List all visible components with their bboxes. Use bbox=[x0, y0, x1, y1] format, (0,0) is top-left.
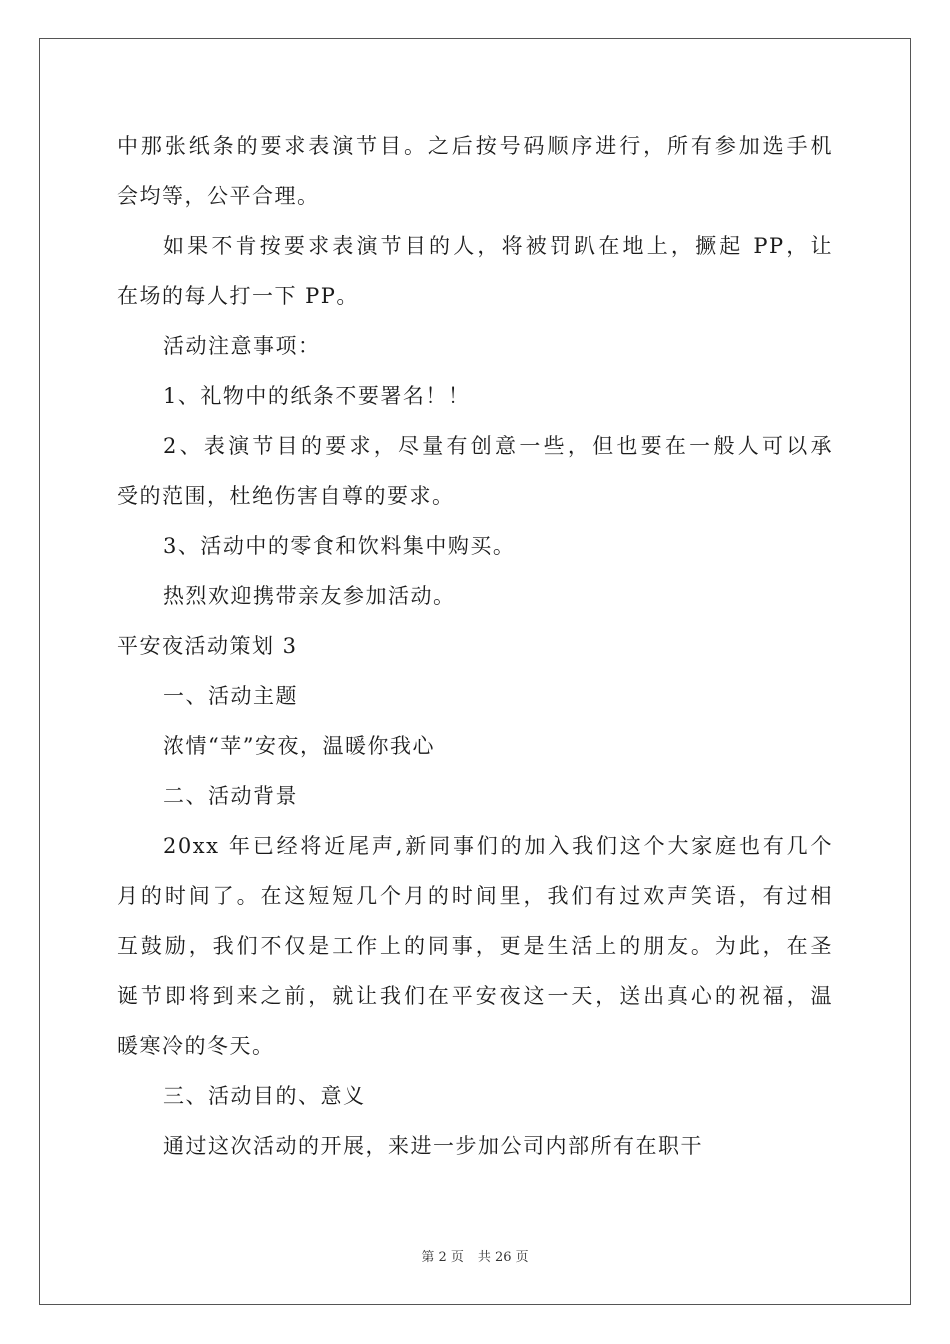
text-line: 中那张纸条的要求表演节目。之后按号码顺序进行，所有参加选手机 bbox=[117, 134, 833, 158]
text-line: 在场的每人打一下 PP。 bbox=[117, 284, 359, 308]
text-line: 20xx 年已经将近尾声,新同事们的加入我们这个大家庭也有几个 bbox=[163, 834, 833, 858]
text-line: 诞节即将到来之前，就让我们在平安夜这一天，送出真心的祝福，温 bbox=[117, 984, 833, 1008]
text-line: 暖寒冷的冬天。 bbox=[117, 1034, 275, 1058]
text-line: 平安夜活动策划 3 bbox=[117, 634, 298, 658]
text-line: 三、活动目的、意义 bbox=[163, 1084, 366, 1108]
text-line: 一、活动主题 bbox=[163, 684, 298, 708]
text-line: 互鼓励，我们不仅是工作上的同事，更是生活上的朋友。为此，在圣 bbox=[117, 934, 833, 958]
page-number: 第 2 页 bbox=[421, 1250, 464, 1265]
page-total: 共 26 页 bbox=[477, 1250, 529, 1265]
document-body bbox=[117, 121, 833, 1171]
text-line: 月的时间了。在这短短几个月的时间里，我们有过欢声笑语，有过相 bbox=[117, 884, 833, 908]
text-line: 如果不肯按要求表演节目的人，将被罚趴在地上，撅起 PP，让 bbox=[163, 234, 833, 258]
text-line: 3、活动中的零食和饮料集中购买。 bbox=[163, 534, 516, 558]
text-line: 通过这次活动的开展，来进一步加公司内部所有在职干 bbox=[163, 1134, 703, 1158]
text-line: 2、表演节目的要求，尽量有创意一些，但也要在一般人可以承 bbox=[163, 434, 833, 458]
page-footer bbox=[0, 1246, 950, 1265]
text-line: 浓情“苹”安夜，温暖你我心 bbox=[163, 734, 435, 758]
text-line: 二、活动背景 bbox=[163, 784, 298, 808]
text-line: 受的范围，杜绝伤害自尊的要求。 bbox=[117, 484, 455, 508]
text-line: 1、礼物中的纸条不要署名！！ bbox=[163, 384, 471, 408]
text-line: 会均等，公平合理。 bbox=[117, 184, 320, 208]
text-line: 活动注意事项： bbox=[163, 334, 321, 358]
text-line: 热烈欢迎携带亲友参加活动。 bbox=[163, 584, 456, 608]
